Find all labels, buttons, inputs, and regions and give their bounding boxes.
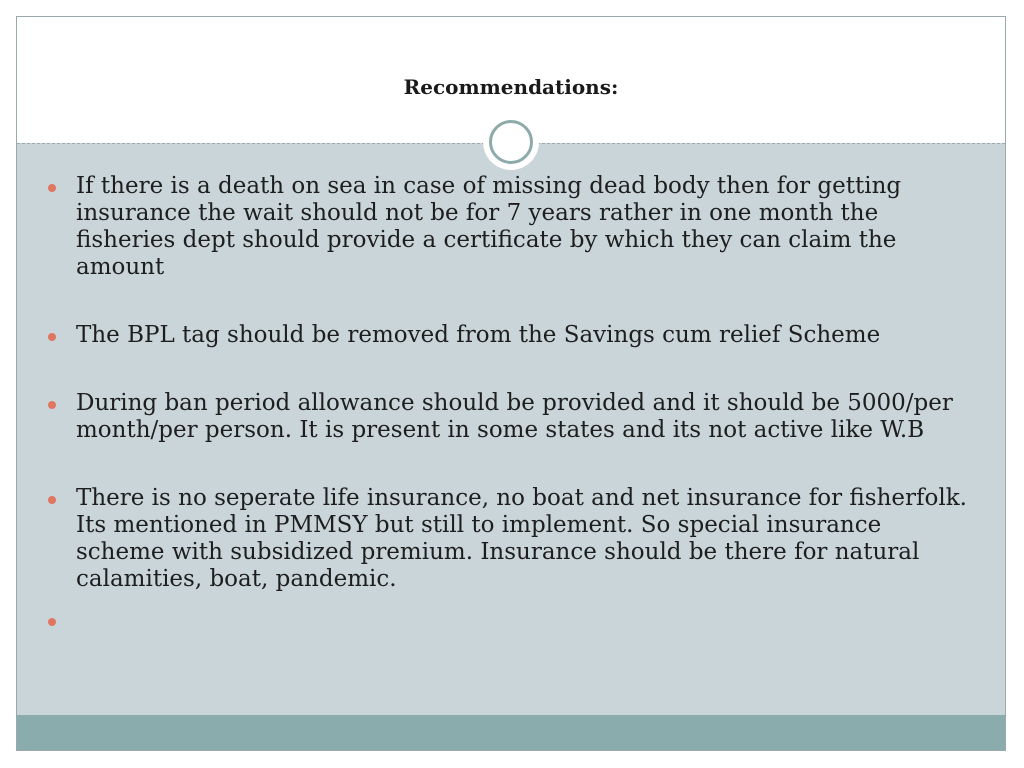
bullet-dot-icon — [48, 184, 56, 192]
bullet-list — [45, 173, 975, 634]
bullet-item-empty — [45, 607, 975, 634]
circle-ornament-icon — [483, 114, 539, 170]
bullet-dot-icon — [48, 618, 56, 626]
bullet-item — [45, 322, 975, 349]
slide — [16, 16, 1006, 751]
bullet-text: There is no seperate life insurance, no boat and net insurance for fisherfolk. Its mentioned in PMMSY but still to implement. So special insurance scheme with subsidized premium. Insurance should be there for natural calamities, boat, pandemic. — [76, 485, 967, 592]
bullet-item — [45, 485, 975, 593]
ornament-ring — [489, 120, 533, 164]
bullet-item — [45, 173, 975, 281]
bullet-dot-icon — [48, 401, 56, 409]
bullet-text: The BPL tag should be removed from the Savings cum relief Scheme — [76, 322, 881, 348]
bullet-text: If there is a death on sea in case of missing dead body then for getting insurance the wait should not be for 7 years rather in one month the fisheries dept should provide a certificate by which they can claim the amount — [76, 173, 902, 280]
bullet-item — [45, 390, 975, 444]
bullet-dot-icon — [48, 496, 56, 504]
bullet-text: During ban period allowance should be provided and it should be 5000/per month/per person. It is present in some states and its not active like W.B — [76, 390, 953, 443]
bullet-dot-icon — [48, 333, 56, 341]
slide-title: Recommendations: — [403, 75, 619, 99]
footer-band — [17, 715, 1005, 750]
